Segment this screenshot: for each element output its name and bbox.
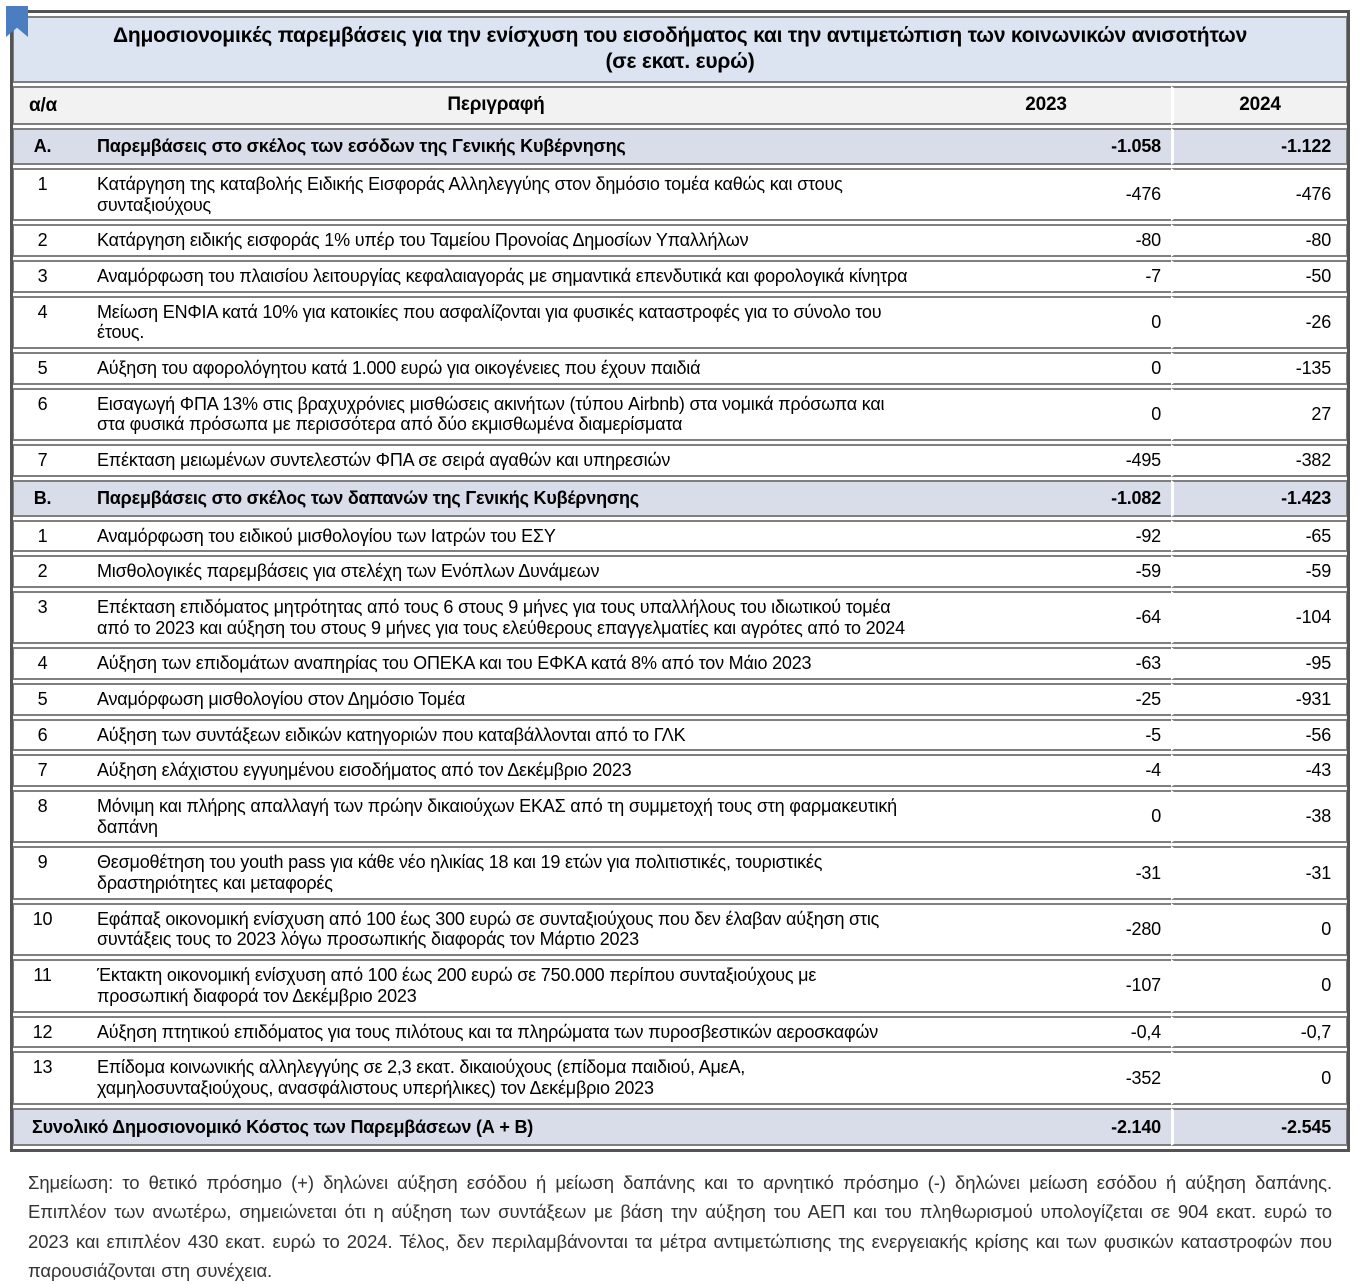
table-row — [13, 520, 1347, 553]
row-num: 7 — [13, 444, 71, 477]
row-description: Θεσμοθέτηση του youth pass για κάθε νέο ηλικίας 18 και 19 ετών για πολιτιστικές, τουριστικές δραστηριότητες και μεταφορές — [71, 846, 921, 899]
row-value-2023: -80 — [921, 224, 1171, 257]
row-value-2023: -352 — [921, 1051, 1171, 1104]
row-num: 2 — [13, 555, 71, 588]
row-description: Αύξηση του αφορολόγητου κατά 1.000 ευρώ για οικογένειες που έχουν παιδιά — [71, 352, 921, 385]
row-num: 6 — [13, 719, 71, 752]
row-num: 9 — [13, 846, 71, 899]
row-value-2024: -43 — [1171, 754, 1347, 787]
column-header-row — [13, 86, 1347, 126]
table-row — [13, 846, 1347, 899]
row-description: Επέκταση επιδόματος μητρότητας από τους 6 στους 9 μήνες για τους υπαλλήλους του ιδιωτικού τομέα από το 2023 και αύξηση του στους 9 μήνες για τους ελεύθερους επαγγελματίες και αγρότες από το 2024 — [71, 591, 921, 644]
row-num: 5 — [13, 352, 71, 385]
row-description: Κατάργηση ειδικής εισφοράς 1% υπέρ του Ταμείου Προνοίας Δημοσίων Υπαλλήλων — [71, 224, 921, 257]
table-row — [13, 352, 1347, 385]
row-description: Αύξηση των συντάξεων ειδικών κατηγοριών που καταβάλλονται από το ΓΛΚ — [71, 719, 921, 752]
row-value-2024: -38 — [1171, 790, 1347, 843]
table-row — [13, 719, 1347, 752]
row-num: 1 — [13, 168, 71, 221]
row-value-2024: 0 — [1171, 903, 1347, 956]
row-value-2024: -31 — [1171, 846, 1347, 899]
table-subtitle: (σε εκατ. ευρώ) — [605, 50, 755, 74]
table-row — [13, 959, 1347, 1012]
row-value-2024: -382 — [1171, 444, 1347, 477]
row-num: 11 — [13, 959, 71, 1012]
row-value-2023: -59 — [921, 555, 1171, 588]
table-row — [13, 224, 1347, 257]
column-header-2023: 2023 — [921, 86, 1171, 126]
row-value-2023: -92 — [921, 520, 1171, 553]
row-description: Αναμόρφωση του ειδικού μισθολογίου των Ιατρών του ΕΣΥ — [71, 520, 921, 553]
table-row — [13, 903, 1347, 956]
table-title-row — [13, 16, 1347, 83]
section-row — [13, 128, 1347, 165]
row-num: 2 — [13, 224, 71, 257]
row-num: 8 — [13, 790, 71, 843]
row-value-2023: -0,4 — [921, 1016, 1171, 1049]
table-body — [13, 128, 1347, 1104]
table-row — [13, 1016, 1347, 1049]
column-header-num: α/α — [13, 86, 71, 126]
total-value-2023: -2.140 — [921, 1108, 1171, 1147]
table-row — [13, 388, 1347, 441]
row-description: Εισαγωγή ΦΠΑ 13% στις βραχυχρόνιες μισθώσεις ακινήτων (τύπου Airbnb) στα νομικά πρόσωπα και στα φυσικά πρόσωπα με περισσότερα από δύο εκμισθωμένα διαμερίσματα — [71, 388, 921, 441]
row-value-2024: -95 — [1171, 647, 1347, 680]
row-value-2024: -0,7 — [1171, 1016, 1347, 1049]
column-header-2024: 2024 — [1171, 86, 1347, 126]
table-row — [13, 555, 1347, 588]
table-row — [13, 683, 1347, 716]
row-value-2023: -31 — [921, 846, 1171, 899]
table-row — [13, 754, 1347, 787]
row-value-2023: -476 — [921, 168, 1171, 221]
row-value-2024: -26 — [1171, 296, 1347, 349]
row-num: 3 — [13, 591, 71, 644]
row-value-2024: -476 — [1171, 168, 1347, 221]
row-value-2023: 0 — [921, 790, 1171, 843]
row-value-2023: -7 — [921, 260, 1171, 293]
row-num: 6 — [13, 388, 71, 441]
row-description: Μισθολογικές παρεμβάσεις για στελέχη των Ενόπλων Δυνάμεων — [71, 555, 921, 588]
table-row — [13, 168, 1347, 221]
row-value-2024: -56 — [1171, 719, 1347, 752]
row-value-2023: 0 — [921, 352, 1171, 385]
column-header-desc: Περιγραφή — [71, 86, 921, 126]
row-value-2024: -1.122 — [1171, 128, 1347, 165]
row-num: 4 — [13, 296, 71, 349]
row-description: Αναμόρφωση μισθολογίου στον Δημόσιο Τομέα — [71, 683, 921, 716]
row-value-2024: -104 — [1171, 591, 1347, 644]
row-value-2024: 0 — [1171, 959, 1347, 1012]
row-num: 1 — [13, 520, 71, 553]
table-row — [13, 260, 1347, 293]
table-row — [13, 790, 1347, 843]
row-description: Αύξηση ελάχιστου εγγυημένου εισοδήματος από τον Δεκέμβριο 2023 — [71, 754, 921, 787]
total-label: Συνολικό Δημοσιονομικό Κόστος των Παρεμβάσεων (Α + Β) — [13, 1108, 921, 1147]
row-description: Παρεμβάσεις στο σκέλος των δαπανών της Γενικής Κυβέρνησης — [71, 480, 921, 517]
row-value-2023: 0 — [921, 388, 1171, 441]
table-title: Δημοσιονομικές παρεμβάσεις για την ενίσχυση του εισοδήματος και την αντιμετώπιση των κοινωνικών ανισοτήτων — [112, 24, 1248, 47]
row-num: Α. — [13, 128, 71, 165]
total-row — [13, 1108, 1347, 1147]
row-description: Κατάργηση της καταβολής Ειδικής Εισφοράς Αλληλεγγύης στον δημόσιο τομέα καθώς και στους συνταξιούχους — [71, 168, 921, 221]
row-value-2023: -5 — [921, 719, 1171, 752]
row-value-2024: -59 — [1171, 555, 1347, 588]
row-value-2023: -1.058 — [921, 128, 1171, 165]
row-value-2023: -63 — [921, 647, 1171, 680]
row-description: Αναμόρφωση του πλαισίου λειτουργίας κεφαλαιαγοράς με σημαντικά επενδυτικά και φορολογικά κίνητρα — [71, 260, 921, 293]
row-description: Επέκταση μειωμένων συντελεστών ΦΠΑ σε σειρά αγαθών και υπηρεσιών — [71, 444, 921, 477]
fiscal-interventions-table — [10, 10, 1350, 1152]
row-num: 3 — [13, 260, 71, 293]
row-value-2023: -107 — [921, 959, 1171, 1012]
row-value-2023: -64 — [921, 591, 1171, 644]
row-num: 4 — [13, 647, 71, 680]
row-description: Μείωση ΕΝΦΙΑ κατά 10% για κατοικίες που ασφαλίζονται για φυσικές καταστροφές για το σύνολο του έτους. — [71, 296, 921, 349]
row-num: 5 — [13, 683, 71, 716]
row-value-2024: -65 — [1171, 520, 1347, 553]
row-value-2023: -4 — [921, 754, 1171, 787]
row-num: 13 — [13, 1051, 71, 1104]
row-description: Αύξηση πτητικού επιδόματος για τους πιλότους και τα πληρώματα των πυροσβεστικών αεροσκαφών — [71, 1016, 921, 1049]
row-value-2024: -80 — [1171, 224, 1347, 257]
row-num: Β. — [13, 480, 71, 517]
table-row — [13, 1051, 1347, 1104]
row-value-2024: -135 — [1171, 352, 1347, 385]
row-value-2024: -931 — [1171, 683, 1347, 716]
table-row — [13, 591, 1347, 644]
row-value-2024: 0 — [1171, 1051, 1347, 1104]
row-value-2023: -1.082 — [921, 480, 1171, 517]
row-value-2023: -495 — [921, 444, 1171, 477]
row-value-2024: -1.423 — [1171, 480, 1347, 517]
table-row — [13, 444, 1347, 477]
footnote: Σημείωση: το θετικό πρόσημο (+) δηλώνει αύξηση εσόδου ή μείωση δαπάνης και το αρνητικό πρόσημο (-) δηλώνει μείωση εσόδου ή αύξηση δαπάνης. Επιπλέον των ανωτέρω, σημειώνεται ότι η αύξηση των συντάξεων με βάση την αύξηση του ΑΕΠ και του πληθωρισμού υπολογίζεται σε 904 εκατ. ευρώ το 2023 και επιπλέον 430 εκατ. ευρώ το 2024. Τέλος, δεν περιλαμβάνονται τα μέτρα αντιμετώπισης της ενεργειακής κρίσης και των φυσικών καταστροφών που παρουσιάζονται στη συνέχεια. — [28, 1172, 1332, 1281]
row-description: Αύξηση των επιδομάτων αναπηρίας του ΟΠΕΚΑ και του ΕΦΚΑ κατά 8% από τον Μάιο 2023 — [71, 647, 921, 680]
row-description: Επίδομα κοινωνικής αλληλεγγύης σε 2,3 εκατ. δικαιούχους (επίδομα παιδιού, ΑμεΑ, χαμηλοσυνταξιούχους, ανασφάλιστους υπερήλικες) τον Δεκέμβριο 2023 — [71, 1051, 921, 1104]
row-value-2023: -280 — [921, 903, 1171, 956]
row-description: Μόνιμη και πλήρης απαλλαγή των πρώην δικαιούχων ΕΚΑΣ από τη συμμετοχή τους στη φαρμακευτική δαπάνη — [71, 790, 921, 843]
row-value-2024: -50 — [1171, 260, 1347, 293]
row-value-2023: 0 — [921, 296, 1171, 349]
row-num: 12 — [13, 1016, 71, 1049]
section-row — [13, 480, 1347, 517]
table-title-cell — [13, 16, 1347, 83]
row-value-2023: -25 — [921, 683, 1171, 716]
row-description: Έκτακτη οικονομική ενίσχυση από 100 έως 200 ευρώ σε 750.000 περίπου συνταξιούχους με προσωπική διαφορά τον Δεκέμβριο 2023 — [71, 959, 921, 1012]
row-description: Παρεμβάσεις στο σκέλος των εσόδων της Γενικής Κυβέρνησης — [71, 128, 921, 165]
row-num: 7 — [13, 754, 71, 787]
row-description: Εφάπαξ οικονομική ενίσχυση από 100 έως 300 ευρώ σε συνταξιούχους που δεν έλαβαν αύξηση στις συντάξεις τους το 2023 λόγω προσωπικής διαφοράς τον Μάρτιο 2023 — [71, 903, 921, 956]
row-value-2024: 27 — [1171, 388, 1347, 441]
row-num: 10 — [13, 903, 71, 956]
total-value-2024: -2.545 — [1171, 1108, 1347, 1147]
table-row — [13, 296, 1347, 349]
table-row — [13, 647, 1347, 680]
